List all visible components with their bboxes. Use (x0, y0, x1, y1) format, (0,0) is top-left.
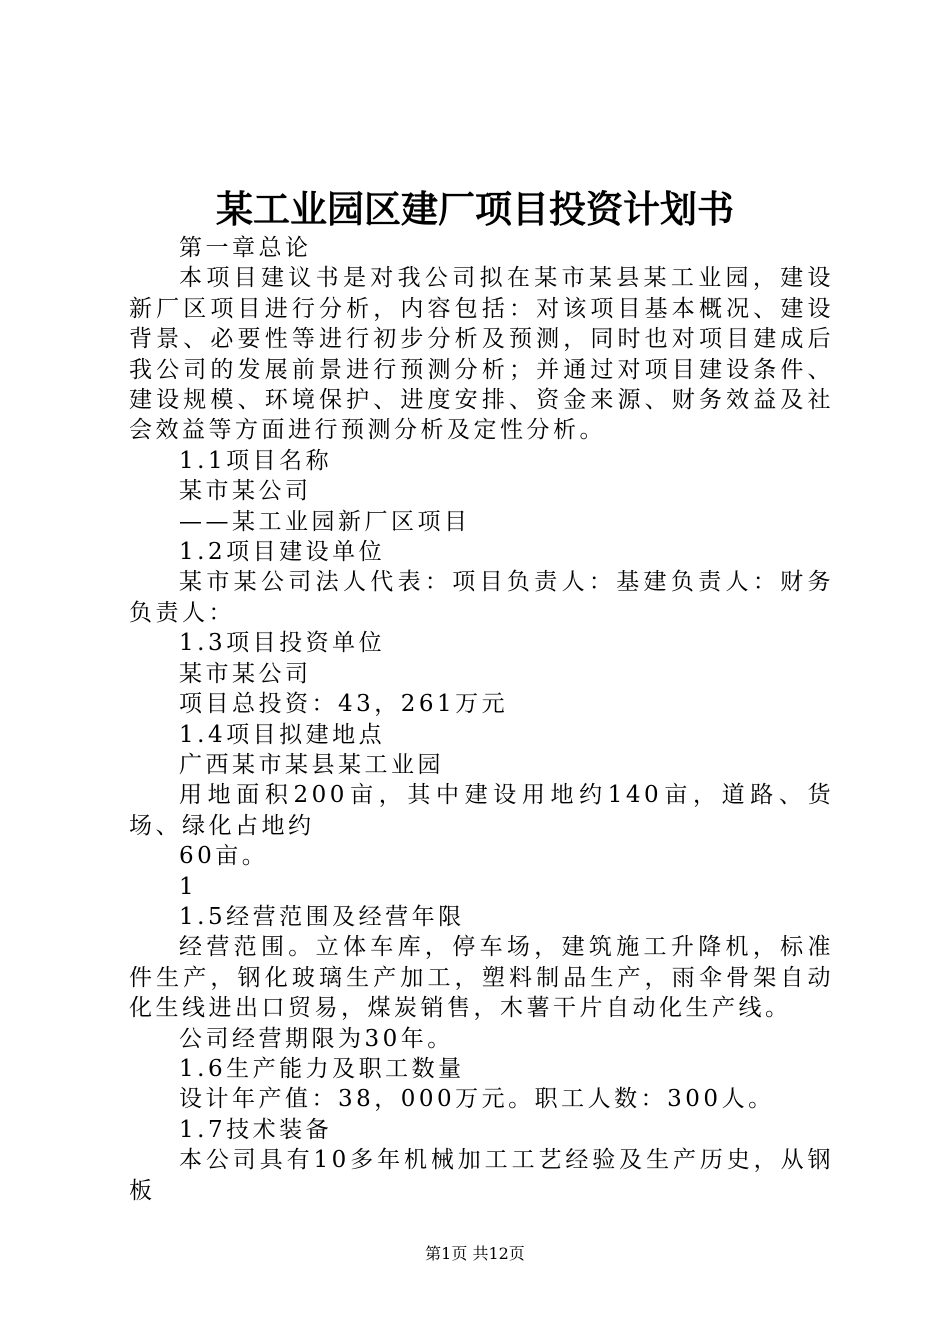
section-heading-1-7: 1.7技术装备 (179, 1116, 333, 1143)
section-heading-1-6: 1.6生产能力及职工数量 (179, 1055, 465, 1082)
paragraph: 某市某公司 (179, 478, 312, 505)
section-heading-1-1: 1.1项目名称 (179, 447, 333, 474)
chapter-heading: 第一章总论 (179, 235, 312, 261)
section-heading-1-3: 1.3项目投资单位 (179, 630, 386, 657)
paragraph: 60亩。 (179, 843, 269, 870)
paragraph: 公司经营期限为30年。 (179, 1025, 454, 1052)
page-footer: 第1页 共12页 (425, 1244, 525, 1263)
paragraph: 设计年产值：38，000万元。职工人数：300人。 (179, 1086, 775, 1113)
section-heading-1-5: 1.5经营范围及经营年限 (179, 903, 465, 930)
document-body (129, 233, 834, 1206)
paragraph: 某市某公司法人代表：项目负责人：基建负责人：财务负责人： (129, 569, 834, 626)
section-heading-1-2: 1.2项目建设单位 (179, 539, 386, 566)
paragraph: 本公司具有10多年机械加工工艺经验及生产历史，从钢板 (129, 1147, 834, 1204)
paragraph: ——某工业园新厂区项目 (179, 508, 471, 535)
paragraph: 某市某公司 (179, 660, 312, 687)
inline-page-marker: 1 (179, 873, 198, 900)
paragraph: 经营范围。立体车库，停车场，建筑施工升降机，标准件生产，钢化玻璃生产加工，塑料制品生产，雨伞骨架自动化生线进出口贸易，煤炭销售，木薯干片自动化生产线。 (129, 934, 834, 1022)
paragraph: 项目总投资：43，261万元 (179, 691, 509, 718)
section-heading-1-4: 1.4项目拟建地点 (179, 721, 386, 748)
paragraph: 用地面积200亩，其中建设用地约140亩，道路、货场、绿化占地约 (129, 782, 834, 839)
intro-paragraph: 本项目建议书是对我公司拟在某市某县某工业园，建设新厂区项目进行分析，内容包括：对该项目基本概况、建设背景、必要性等进行初步分析及预测，同时也对项目建成后我公司的发展前景进行预测分析；并通过对项目建设条件、建设规模、环境保护、进度安排、资金来源、财务效益及社会效益等方面进行预测分析及定性分析。 (129, 265, 834, 444)
paragraph: 广西某市某县某工业园 (179, 751, 444, 778)
document-title: 某工业园区建厂项目投资计划书 (216, 187, 734, 231)
